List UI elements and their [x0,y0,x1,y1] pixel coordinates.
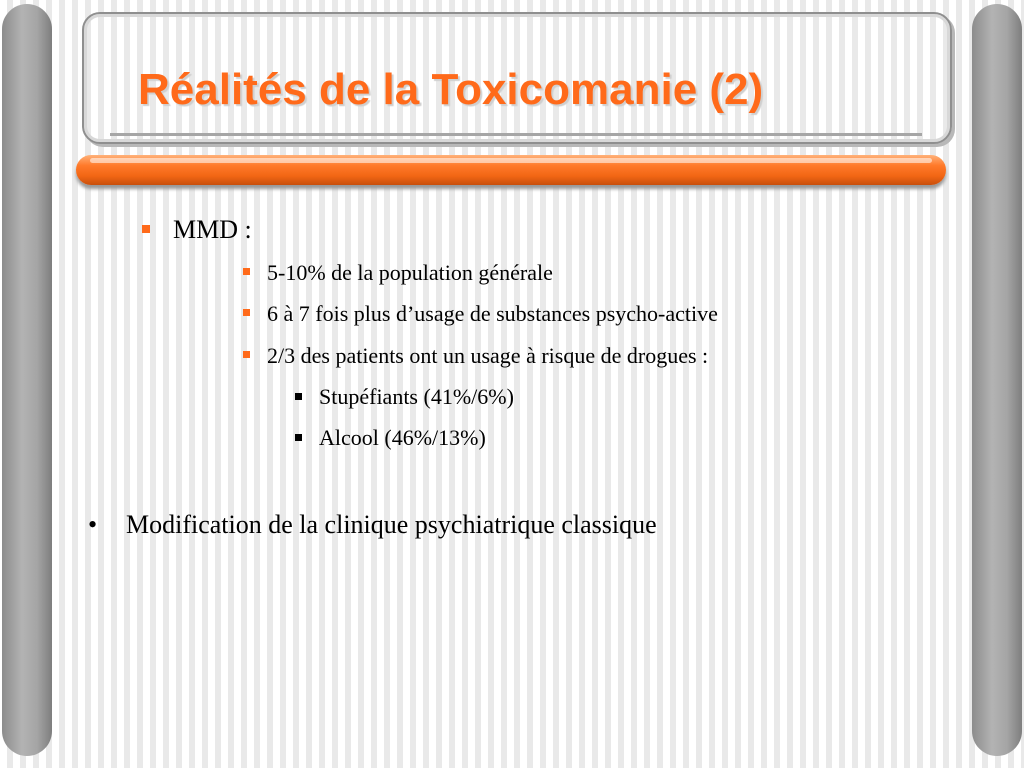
square-bullet-icon [243,351,250,358]
main-bullet-text: Modification de la clinique psychiatrique classique [126,510,657,539]
right-side-panel [972,4,1022,756]
bullet-text: MMD : [173,215,252,244]
black-square-bullet-icon [295,434,302,441]
bullet-text: 2/3 des patients ont un usage à risque de drogues : [267,343,709,368]
bullet-text: 5-10% de la population générale [267,260,553,285]
orange-divider-bar [76,155,946,185]
black-square-bullet-icon [295,393,302,400]
square-bullet-icon [243,309,250,316]
bullet-text: 6 à 7 fois plus d’usage de substances psycho-active [267,301,718,326]
round-bullet-icon: • [88,510,98,539]
bullet-text: Stupéfiants (41%/6%) [319,384,514,409]
slide-title: Réalités de la Toxicomanie (2) [138,65,764,114]
left-side-panel [2,4,52,756]
square-bullet-icon [142,225,150,233]
square-bullet-icon [243,268,250,275]
bullet-text: Alcool (46%/13%) [319,425,486,450]
title-underline [110,133,922,136]
